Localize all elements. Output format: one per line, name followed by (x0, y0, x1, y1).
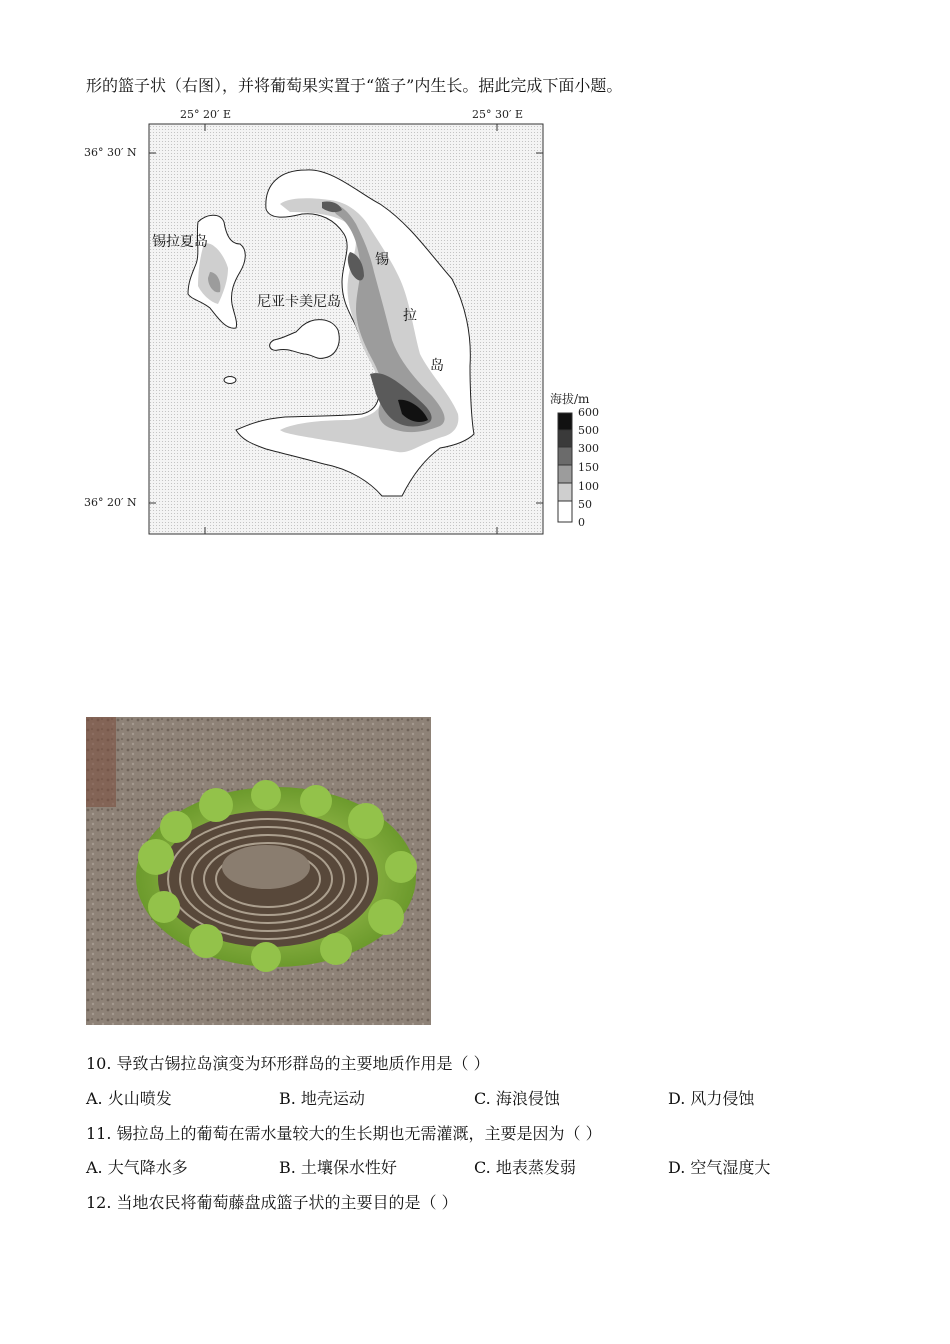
legend-swatch-300 (558, 447, 572, 465)
intro-text: 形的篮子状（右图），并将葡萄果实置于“篮子”内生长。据此完成下面小题。 (86, 76, 623, 95)
label-thera-2: 拉 (403, 308, 417, 324)
legend-label-0: 0 (578, 516, 585, 529)
lon-label-east: 25° 30′ E (472, 108, 524, 121)
grapevine-basket-photo (86, 717, 431, 1025)
question-12-stem: 12. 当地农民将葡萄藤盘成篮子状的主要目的是（ ） (86, 1193, 458, 1212)
legend-swatch-500 (558, 430, 572, 447)
q10-option-c[interactable]: C. 海浪侵蚀 (474, 1089, 560, 1108)
label-thera-1: 锡 (375, 252, 389, 268)
aspronisi-islet (224, 377, 236, 384)
lat-label-south: 36° 20′ N (84, 496, 137, 509)
q11-option-d[interactable]: D. 空气湿度大 (668, 1158, 771, 1177)
q10-option-a[interactable]: A. 火山喷发 (86, 1089, 172, 1108)
legend-title: 海拔/m (550, 392, 590, 406)
elevation-map (80, 104, 620, 544)
q10-option-d[interactable]: D. 风力侵蚀 (668, 1089, 755, 1108)
question-10-stem: 10. 导致古锡拉岛演变为环形群岛的主要地质作用是（ ） (86, 1054, 490, 1073)
lon-label-west: 25° 20′ E (180, 108, 232, 121)
legend-swatch-600 (558, 413, 572, 430)
label-nea-kameni: 尼亚卡美尼岛 (257, 294, 341, 310)
legend-swatch-50 (558, 501, 572, 522)
label-therasia: 锡拉夏岛 (152, 234, 208, 250)
question-11-stem: 11. 锡拉岛上的葡萄在需水量较大的生长期也无需灌溉，主要是因为（ ） (86, 1124, 602, 1143)
legend-label-50: 50 (578, 498, 592, 511)
q11-option-b[interactable]: B. 土壤保水性好 (279, 1158, 397, 1177)
legend-label-300: 300 (578, 442, 599, 455)
legend-label-600: 600 (578, 406, 599, 419)
label-thera-3: 岛 (430, 358, 444, 374)
legend-label-100: 100 (578, 480, 599, 493)
q11-option-a[interactable]: A. 大气降水多 (86, 1158, 188, 1177)
map-svg (80, 104, 620, 544)
q10-option-b[interactable]: B. 地壳运动 (279, 1089, 365, 1108)
legend-swatch-150 (558, 465, 572, 483)
legend-swatch-100 (558, 483, 572, 501)
grapevine-basket-photo-icon (86, 717, 431, 1025)
elevation-legend (558, 413, 572, 522)
legend-label-150: 150 (578, 461, 599, 474)
lat-label-north: 36° 30′ N (84, 146, 137, 159)
legend-label-500: 500 (578, 424, 599, 437)
q11-option-c[interactable]: C. 地表蒸发弱 (474, 1158, 576, 1177)
